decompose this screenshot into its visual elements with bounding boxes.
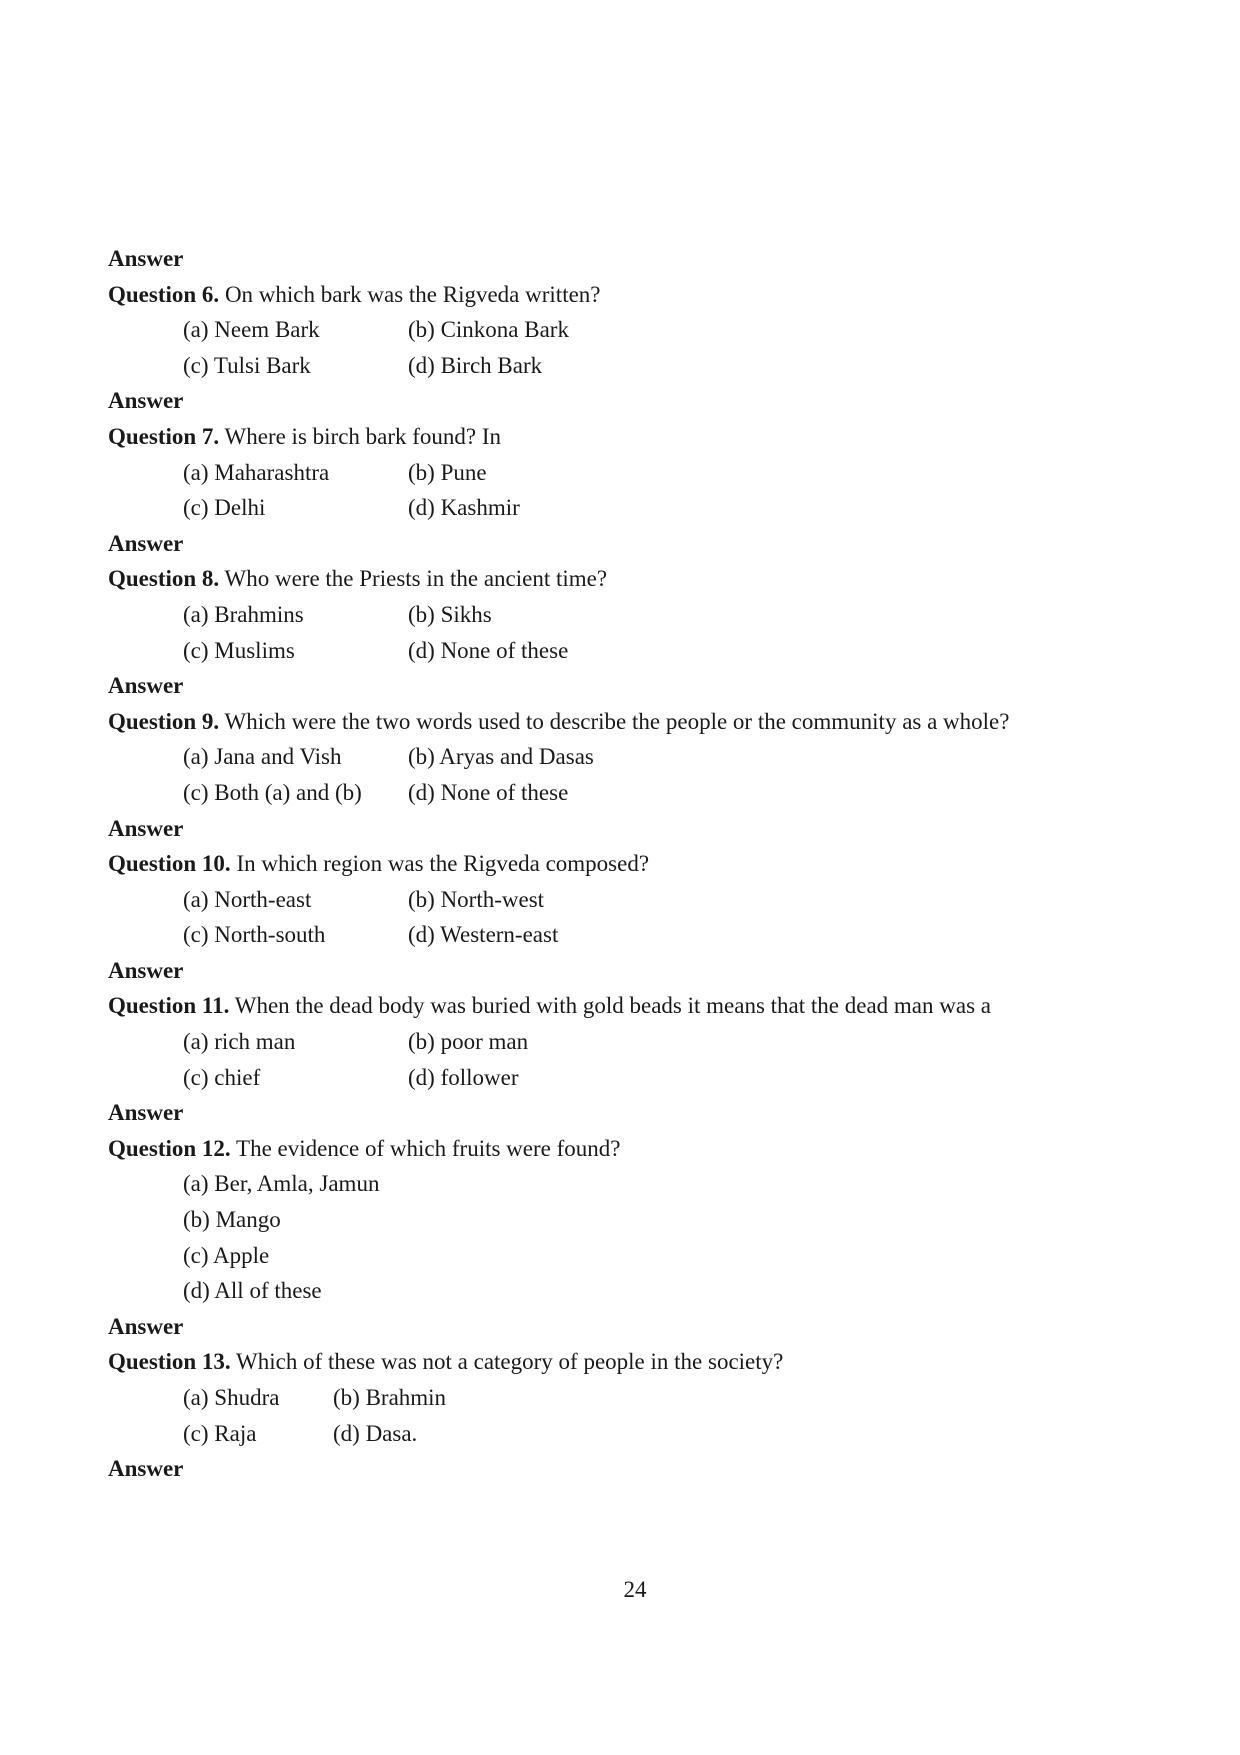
option: (d) Western-east <box>408 922 559 948</box>
question-label: Question 11. <box>108 993 230 1019</box>
options-8 <box>108 597 1148 668</box>
option: (c) Both (a) and (b) <box>183 779 362 805</box>
option: (d) Birch Bark <box>408 352 543 378</box>
options-11 <box>108 1024 1148 1095</box>
options-10 <box>108 882 1148 953</box>
option: (d) All of these <box>183 1278 322 1304</box>
options-6 <box>108 312 1148 383</box>
option: (a) Shudra <box>183 1385 280 1410</box>
answer-link[interactable]: Answer <box>108 1313 184 1339</box>
question-label: Question 10. <box>108 851 231 877</box>
question-label: Question 7. <box>108 423 220 449</box>
option: (c) Apple <box>183 1242 270 1268</box>
option: (a) Jana and Vish <box>183 744 342 770</box>
question-6 <box>108 277 1148 313</box>
question-10 <box>108 846 1148 882</box>
option: (d) Kashmir <box>408 495 520 521</box>
options-9 <box>108 739 1148 810</box>
option: (b) Sikhs <box>408 601 492 627</box>
question-text: The evidence of which fruits were found? <box>230 1135 621 1161</box>
option: (a) Brahmins <box>183 601 304 627</box>
question-text: When the dead body was buried with gold beads it means that the dead man was a <box>229 993 991 1019</box>
options-12 <box>108 1166 1148 1308</box>
option: (b) Mango <box>183 1207 281 1233</box>
answer-link[interactable]: Answer <box>108 815 184 841</box>
answer-link[interactable]: Answer <box>108 530 184 556</box>
answer-link[interactable]: Answer <box>108 388 184 414</box>
question-text: Which of these was not a category of people in the society? <box>230 1349 784 1375</box>
question-label: Question 8. <box>108 566 220 592</box>
option: (a) Maharashtra <box>183 459 330 485</box>
option: (c) Muslims <box>183 637 295 663</box>
option: (b) Aryas and Dasas <box>408 744 594 770</box>
question-13 <box>108 1344 1148 1380</box>
question-label: Question 9. <box>108 708 220 734</box>
answer-link[interactable]: Answer <box>108 1100 184 1126</box>
option: (b) Cinkona Bark <box>408 317 569 343</box>
option: (d) None of these <box>408 637 569 663</box>
option: (b) Brahmin <box>333 1385 447 1410</box>
answer-link[interactable]: Answer <box>108 673 184 699</box>
option: (a) rich man <box>183 1029 296 1055</box>
page-number: 24 <box>623 1577 647 1602</box>
question-8 <box>108 561 1148 597</box>
question-text: Where is birch bark found? In <box>219 423 502 449</box>
option: (c) Tulsi Bark <box>183 352 311 378</box>
options-13 <box>108 1380 1148 1451</box>
question-9 <box>108 704 1148 740</box>
question-text: In which region was the Rigveda composed? <box>230 851 650 877</box>
question-text: Who were the Priests in the ancient time? <box>219 566 608 592</box>
answer-link[interactable]: Answer <box>108 957 184 983</box>
option: (b) poor man <box>408 1029 529 1055</box>
answer-link[interactable]: Answer <box>108 1456 184 1482</box>
question-text: On which bark was the Rigveda written? <box>219 281 601 307</box>
answer-link[interactable]: Answer <box>108 246 184 271</box>
question-label: Question 12. <box>108 1135 231 1161</box>
option: (a) Neem Bark <box>183 317 320 343</box>
option: (a) North-east <box>183 886 312 912</box>
option: (c) Delhi <box>183 495 266 521</box>
question-label: Question 6. <box>108 281 220 307</box>
question-list <box>108 241 1148 1487</box>
option: (c) chief <box>183 1064 261 1090</box>
option: (b) Pune <box>408 459 487 485</box>
option: (d) None of these <box>408 779 569 805</box>
option: (d) follower <box>408 1064 519 1090</box>
option: (a) Ber, Amla, Jamun <box>183 1171 380 1197</box>
option: (b) North-west <box>408 886 545 912</box>
option: (c) North-south <box>183 922 326 948</box>
question-label: Question 13. <box>108 1349 231 1375</box>
question-11 <box>108 988 1148 1024</box>
question-7 <box>108 419 1148 455</box>
options-7 <box>108 455 1148 526</box>
question-text: Which were the two words used to describe the people or the community as a whole? <box>219 708 1010 734</box>
option: (d) Dasa. <box>333 1420 418 1446</box>
question-12 <box>108 1131 1148 1167</box>
option: (c) Raja <box>183 1420 257 1446</box>
